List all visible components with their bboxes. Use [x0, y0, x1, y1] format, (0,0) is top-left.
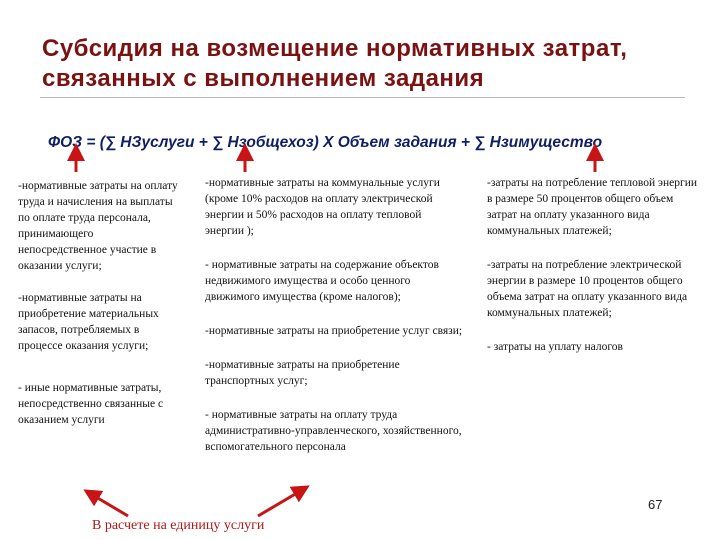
formula: ФОЗ = (∑ НЗуслуги + ∑ Нзобщехоз) Х Объем задания + ∑ Нзимущество — [48, 134, 603, 151]
arrow-note-right-icon — [258, 490, 302, 516]
per-unit-note: В расчете на единицу услуги — [92, 518, 265, 533]
property-cost-item: -затраты на потребление электрической энергии в размере 10 процентов общего объема затрат на оплату указанного вида коммунальных платежей; — [487, 259, 688, 319]
column-direct-costs — [18, 178, 178, 428]
page-number: 67 — [648, 497, 663, 512]
property-cost-item: - затраты на уплату налогов — [487, 341, 623, 353]
column-property-costs — [487, 175, 697, 355]
overhead-cost-item: -нормативные затраты на приобретение транспортных услуг; — [205, 359, 400, 387]
column-overhead-costs — [205, 175, 463, 455]
overhead-cost-item: - нормативные затраты на содержание объектов недвижимого имущества и особо ценного движимого имущества (кроме налогов); — [205, 259, 439, 303]
title-divider — [40, 97, 685, 98]
direct-cost-item: -нормативные затраты на оплату труда и начисления на выплаты по оплате труда персонала, принимающего непосредственное участие в оказании услуги; — [18, 180, 178, 272]
direct-cost-item: -нормативные затраты на приобретение материальных запасов, потребляемых в процессе оказания услуги; — [18, 292, 159, 352]
direct-cost-item: - иные нормативные затраты, непосредственно связанные с оказанием услуги — [18, 382, 164, 426]
overhead-cost-item: - нормативные затраты на оплату труда административно-управленческого, хозяйственного, вспомогательного персонала — [205, 409, 462, 453]
overhead-cost-item: -нормативные затраты на приобретение услуг связи; — [205, 325, 463, 337]
arrow-note-left-icon — [91, 494, 128, 516]
overhead-cost-item: -нормативные затраты на коммунальные услуги (кроме 10% расходов на оплату электрической энергии и 50% расходов на оплату тепловой энергии ); — [205, 177, 440, 237]
property-cost-item: -затраты на потребление тепловой энергии в размере 50 процентов общего объем затрат на оплату указанного вида коммунальных платежей; — [487, 177, 698, 237]
slide-title: Субсидия на возмещение нормативных затрат, связанных с выполнением задания — [42, 35, 628, 92]
